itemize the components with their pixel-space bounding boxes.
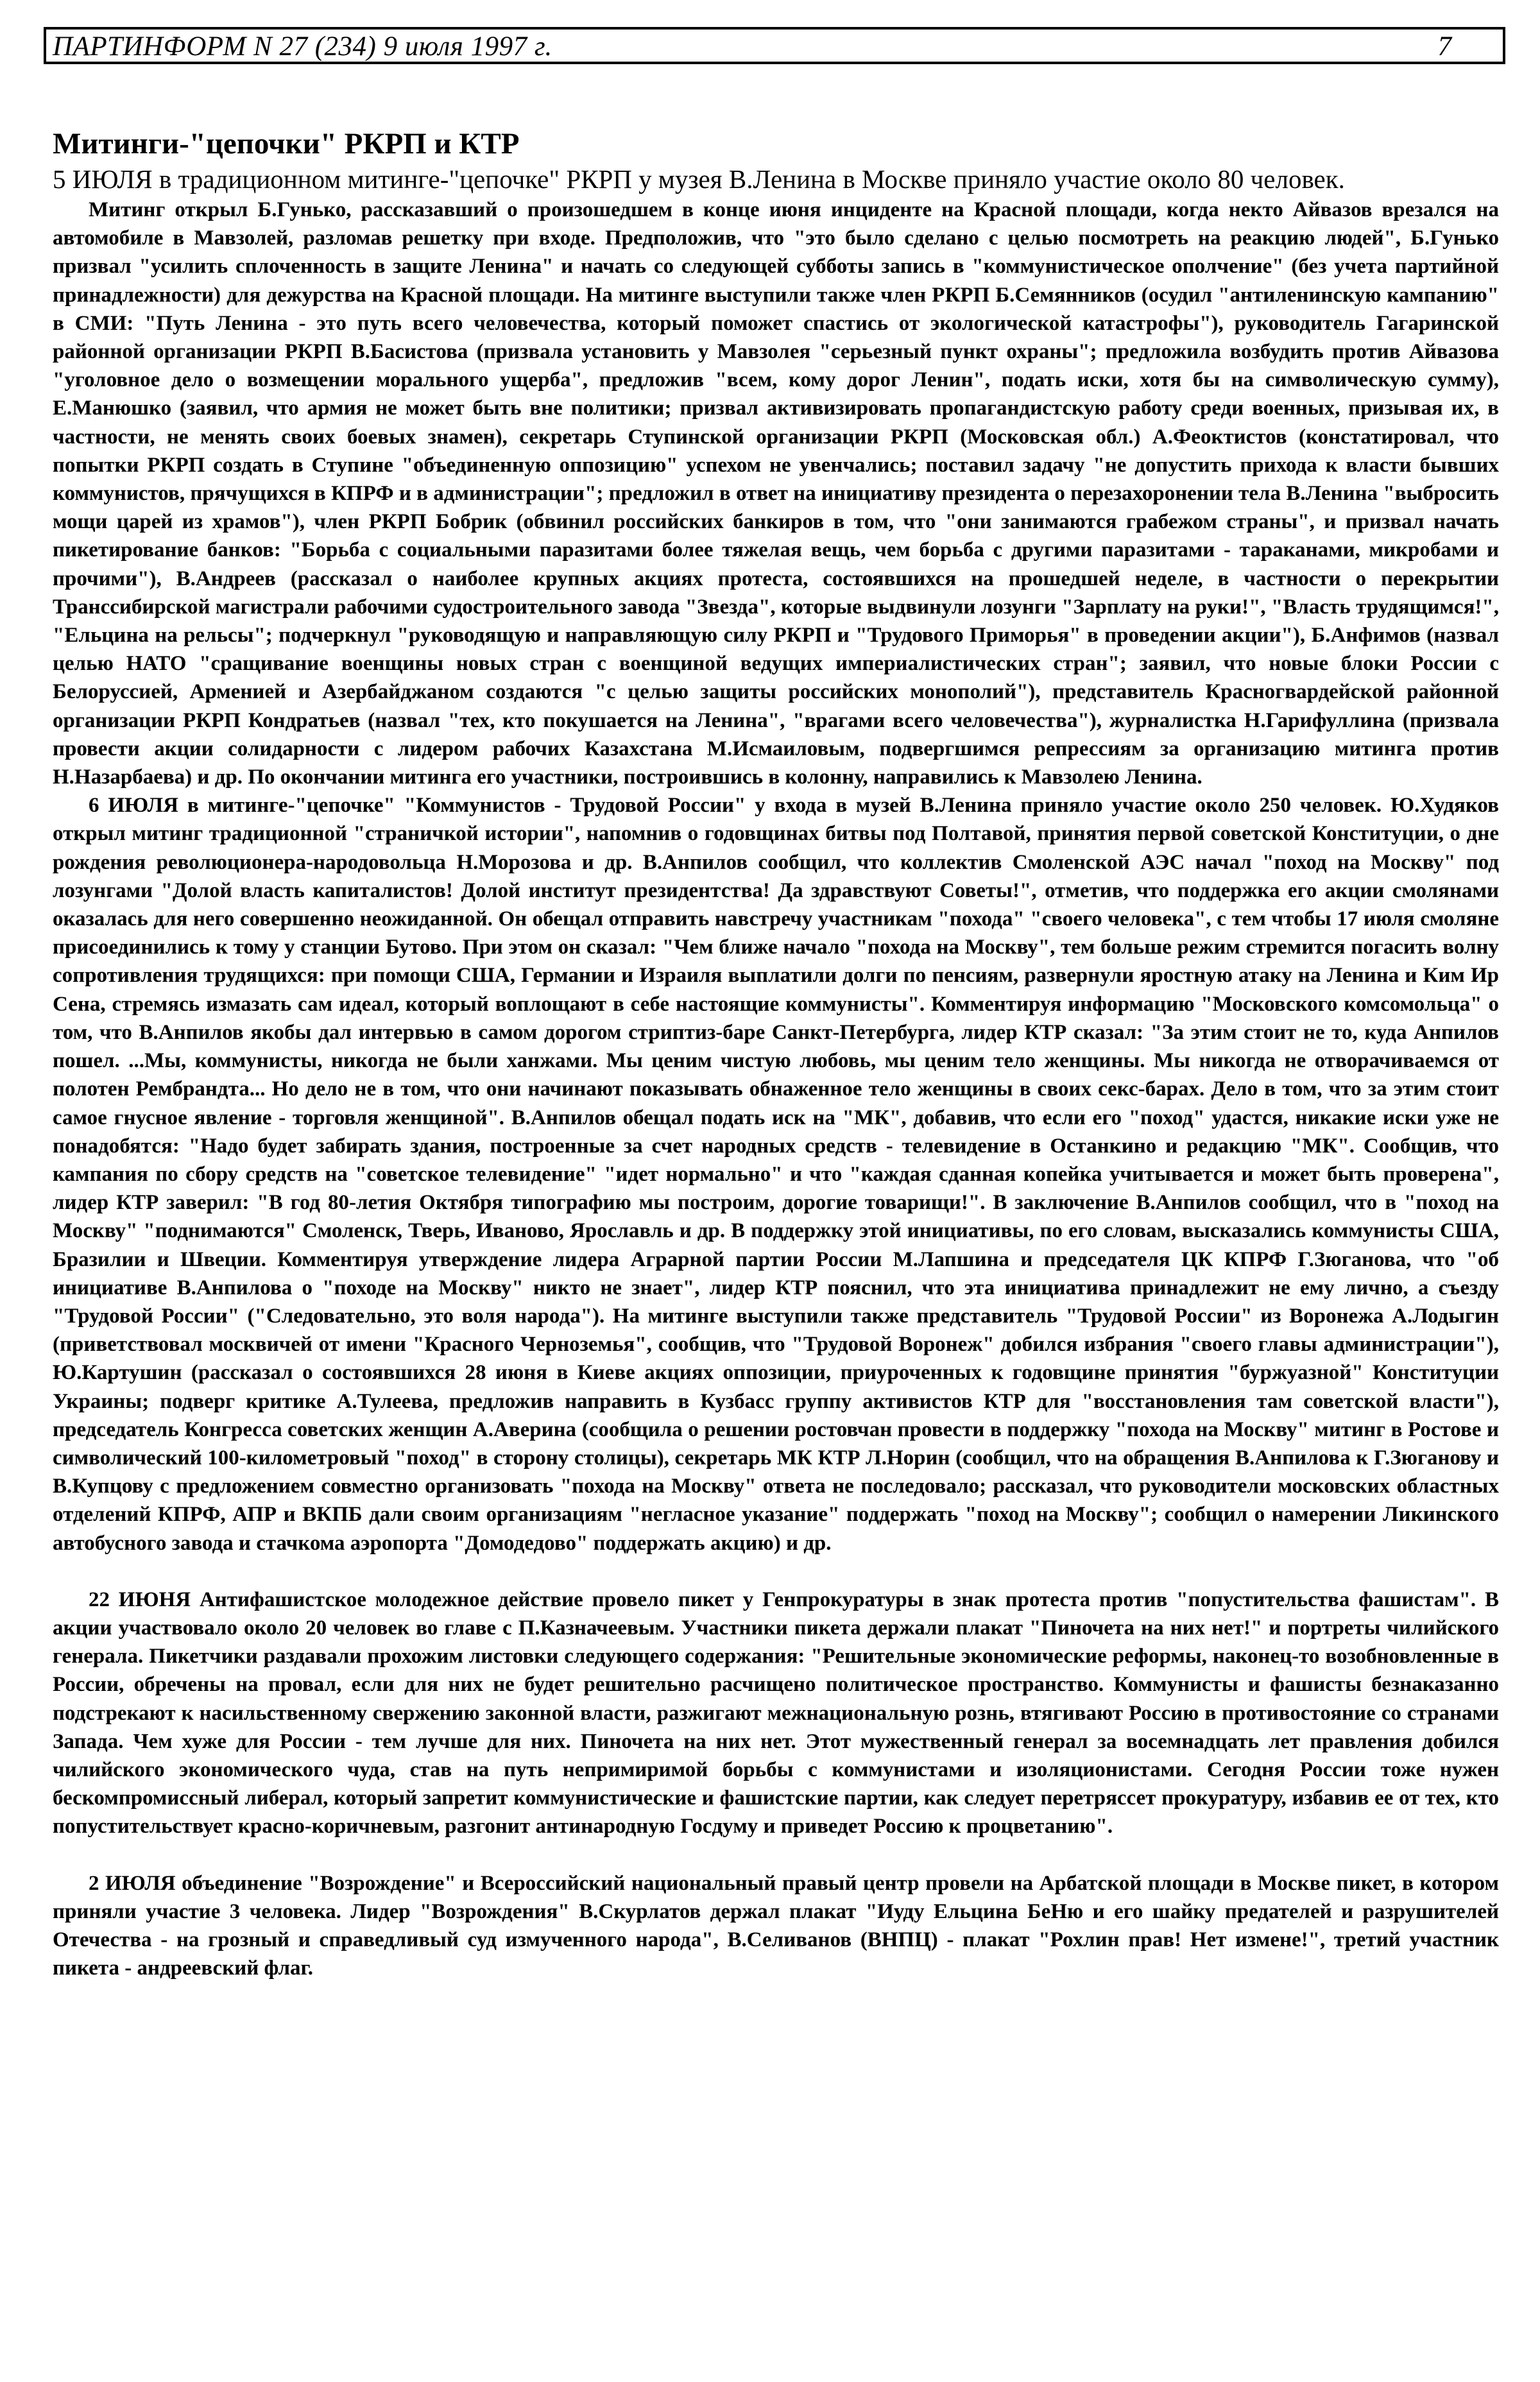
page-number: 7 [1437, 31, 1451, 62]
paragraph-spacer [53, 1557, 1499, 1586]
paragraph-ktr-meeting: 6 ИЮЛЯ в митинге-"цепочке" "Коммунистов - Трудовой России" у входа в музей В.Ленина приняло участие около 250 человек. Ю.Худяков открыл митинг традиционной "страничкой истории", напомнив о годовщинах битвы под Полтавой, принятия первой советской Конституции, о дне рождения революционера-народовольца Н.Морозова и др. В.Анпилов сообщил, что коллектив Смоленской АЭС начал "поход на Москву" под лозунгами "Долой власть капиталистов! Долой институт президентства! Да здравствуют Советы!", отметив, что поддержка его акции смолянами оказалась для него совершенно неожиданной. Он обещал отправить навстречу участникам "похода" "своего человека", с тем чтобы 17 июля смоляне присоединились к тому у станции Бутово. При этом он сказал: "Чем ближе начало "похода на Москву", тем больше режим стремится погасить волну сопротивления трудящихся: при помощи США, Германии и Израиля выплатили долги по пенсиям, развернули яростную атаку на Ленина и Ким Ир Сена, стремясь измазать сам идеал, который воплощают в себе настоящие коммунисты". Комментируя информацию "Московского комсомольца" о том, что В.Анпилов якобы дал интервью в самом дорогом стриптиз-баре Санкт-Петербурга, лидер КТР сказал: "За этим стоит не то, куда Анпилов пошел. ...Мы, коммунисты, никогда не были ханжами. Мы ценим чистую любовь, мы ценим тело женщины. Мы никогда не отворачиваемся от полотен Рембрандта... Но дело не в том, что они начинают показывать обнаженное тело женщины в своих секс-барах. Дело в том, что за этим стоит самое гнусное явление - торговля женщиной". В.Анпилов обещал подать иск на "МК", добавив, что если его "поход" удастся, никакие иски уже не понадобятся: "Надо будет забирать здания, построенные за счет народных средств - телевидение в Останкино и редакцию "МК". Сообщив, что кампания по сбору средств на "советское телевидение" "идет нормально" и что "каждая сданная копейка учитывается и может быть проверена", лидер КТР заверил: "В год 80-летия Октября типографию мы построим, дорогие товарищи!". В заключение В.Анпилов сообщил, что в "поход на Москву" "поднимаются" Смоленск, Тверь, Иваново, Ярославль и др. В поддержку этой инициативы, по его словам, высказались коммунисты США, Бразилии и Швеции. Комментируя утверждение лидера Аграрной партии России М.Лапшина и председателя ЦК КПРФ Г.Зюганова, что "об инициативе В.Анпилова о "походе на Москву" никто не знает", лидер КТР пояснил, что эта инициатива принадлежит не ему лично, а съезду "Трудовой России" ("Следовательно, это воля народа"). На митинге выступили также представитель "Трудовой России" из Воронежа А.Лодыгин (приветствовал москвичей от имени "Красного Черноземья", сообщив, что "Трудовой Воронеж" добился избрания "своего главы администрации"), Ю.Картушин (рассказал о состоявшихся 28 июня в Киеве акциях оппозиции, приуроченных к годовщине принятия "буржуазной" Конституции Украины; подверг критике А.Тулеева, предложив направить в Кузбасс группу активистов КТР для "восстановления там советской власти"), председатель Конгресса советских женщин А.Аверина (сообщила о решении ростовчан провести в поддержку "похода на Москву" митинг в Ростове и символический 100-километровый "поход" в сторону столицы), секретарь МК КТР Л.Норин (сообщил, что на обращения В.Анпилова к Г.Зюганову и В.Купцову с предложением совместно организовать "похода на Москву" ответа не последовало; рассказал, что руководители московских областных отделений КПРФ, АПР и ВКПБ дали своим организациям "негласное указание" поддержать "поход на Москву"; сообщил о намерении Ликинского автобусного завода и стачкома аэропорта "Домодедово" поддержать акцию) и др. [53, 794, 1499, 1555]
paragraph-vozrozhdenie-picket: 2 ИЮЛЯ объединение "Возрождение" и Всероссийский национальный правый центр провели на Арбатской площади в Москве пикет, в котором приняли участие 3 человека. Лидер "Возрождения" В.Скурлатов держал плакат "Иуду Ельцина БеНю и его шайку предателей и разрушителей Отечества - на грозный и справедливый суд измученного народа", В.Селиванов (ВНПЦ) - плакат "Рохлин прав! Нет измене!", третий участник пикета - андреевский флаг. [53, 1871, 1499, 1980]
header-title: ПАРТИНФОРМ N 27 (234) 9 июля 1997 г. [53, 31, 552, 62]
paragraph-rkrp-meeting: Митинг открыл Б.Гунько, рассказавший о произошедшем в конце июня инциденте на Красной площади, когда некто Айвазов врезался на автомобиле в Мавзолей, разломав решетку при входе. Предположив, что "это было сделано с целью посмотреть на реакцию людей", Б.Гунько призвал "усилить сплоченность в защите Ленина" и начать со следующей субботы запись в "коммунистическое ополчение" (без учета партийной принадлежности) для дежурства на Красной площади. На митинге выступили также член РКРП Б.Семянников (осудил "антиленинскую кампанию" в СМИ: "Путь Ленина - это путь всего человечества, который поможет спастись от экологической катастрофы"), руководитель Гагаринской районной организации РКРП В.Басистова (призвала установить у Мавзолея "серьезный пункт охраны"; предложила возбудить против Айвазова "уголовное дело о возмещении морального ущерба", предложив "всем, кому дорог Ленин", подать иски, хотя бы на символическую сумму), Е.Манюшко (заявил, что армия не может быть вне политики; призвал активизировать пропагандистскую работу среди военных, призывая их, в частности, не менять своих боевых знамен), секретарь Ступинской организации РКРП (Московская обл.) А.Феоктистов (констатировал, что попытки РКРП создать в Ступине "объединенную оппозицию" успехом не увенчались; поставил задачу "не допустить прихода к власти бывших коммунистов, прячущихся в КПРФ и в администрации"; предложил в ответ на инициативу президента о перезахоронении тела В.Ленина "выбросить мощи царей из храмов"), член РКРП Бобрик (обвинил российских банкиров в том, что "они занимаются грабежом страны", и призвал начать пикетирование банков: "Борьба с социальными паразитами более тяжелая вещь, чем борьба с другими паразитами - тараканами, микробами и прочими"), В.Андреев (рассказал о наиболее крупных акциях протеста, состоявшихся на прошедшей неделе, в частности о перекрытии Транссибирской магистрали рабочими судостроительного завода "Звезда", которые выдвинули лозунги "Зарплату на руки!", "Власть трудящимся!", "Ельцина на рельсы"; подчеркнул "руководящую и направляющую силу РКРП и "Трудового Приморья" в проведении акции"), Б.Анфимов (назвал целью НАТО "сращивание военщины новых стран с военщиной ведущих империалистических стран"; заявил, что новые блоки России с Белоруссией, Арменией и Азербайджаном создаются "с целью защиты российских монополий"), представитель Красногвардейской районной организации РКРП Кондратьев (назвал "тех, кто покушается на Ленина", "врагами всего человечества"), журналистка Н.Гарифуллина (призвала провести акции солидарности с лидером рабочих Казахстана М.Исмаиловым, подвергшимся репрессиям за организацию митинга против Н.Назарбаева) и др. По окончании митинга его участники, построившись в колонну, направились к Мавзолею Ленина. [53, 198, 1499, 789]
article-lead: 5 ИЮЛЯ в традиционном митинге-"цепочке" РКРП у музея В.Ленина в Москве приняло участие около 80 человек. [53, 164, 1345, 194]
article-title: Митинги-"цепочки" РКРП и КТР [53, 127, 520, 160]
article [53, 126, 1499, 1982]
page-header [44, 27, 1505, 64]
paragraph-spacer [53, 1841, 1499, 1869]
paragraph-antifascist-picket: 22 ИЮНЯ Антифашистское молодежное действие провело пикет у Генпрокуратуры в знак протеста против "попустительства фашистам". В акции участвовало около 20 человек во главе с П.Казначеевым. Участники пикета держали плакат "Пиночета на них нет!" и портреты чилийского генерала. Пикетчики раздавали прохожим листовки следующего содержания: "Решительные экономические реформы, наконец-то возобновленные в России, обречены на провал, если для них не будет решительно расчищено политическое пространство. Коммунисты и фашисты безнаказанно подстрекают к насильственному свержению законной власти, разжигают межнациональную рознь, втягивают Россию в противостояние со странами Запада. Чем хуже для России - тем лучше для них. Пиночета на них нет. Этот мужественный генерал за восемнадцать лет правления добился чилийского экономического чуда, став на путь непримиримой борьбы с коммунистами и изоляционистами. Сегодня России тоже нужен бескомпромиссный либерал, который запретит коммунистические и фашистские партии, как следует перетряссет прокуратуру, избавив ее от тех, кто попустительствует красно-коричневым, разгонит антинародную Госдуму и приведет Россию к процветанию". [53, 1588, 1499, 1838]
